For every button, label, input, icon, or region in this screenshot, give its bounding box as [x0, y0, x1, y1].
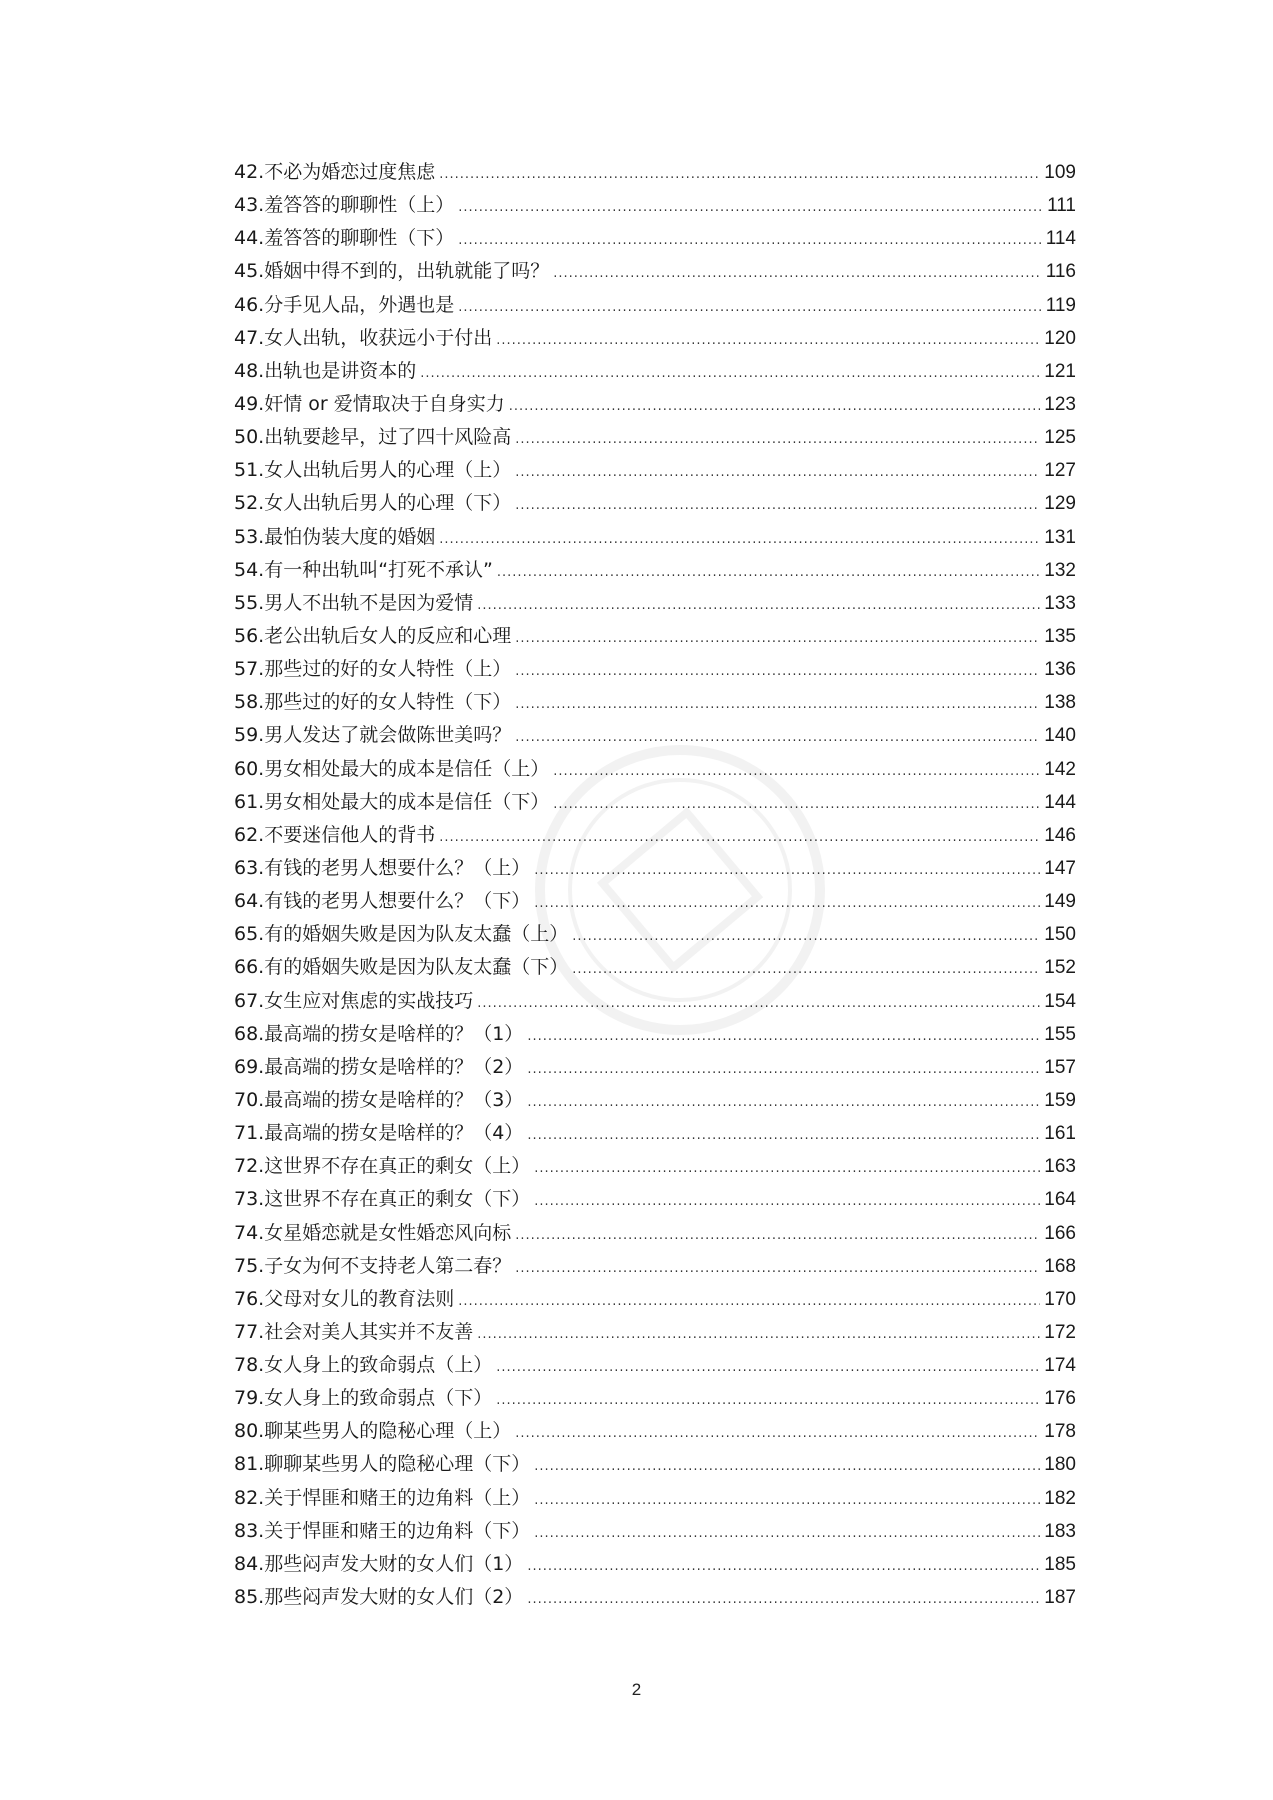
toc-dot-leader [477, 1318, 1040, 1351]
toc-dot-leader [534, 1450, 1040, 1483]
toc-entry[interactable] [234, 1250, 1076, 1283]
toc-entry-page: 168 [1044, 1255, 1076, 1277]
toc-entry-title: 61.男女相处最大的成本是信任（下） [234, 790, 550, 813]
toc-entry-page: 150 [1044, 924, 1076, 946]
toc-entry-title: 54.有一种出轨叫“打死不承认” [234, 558, 493, 581]
toc-entry-page: 131 [1044, 526, 1076, 548]
toc-entry-page: 125 [1044, 427, 1076, 449]
toc-entry[interactable] [234, 487, 1076, 520]
toc-dot-leader [458, 224, 1041, 257]
toc-entry[interactable] [234, 719, 1076, 752]
toc-entry[interactable] [234, 421, 1076, 454]
toc-dot-leader [527, 1020, 1040, 1053]
toc-entry-title: 81.聊聊某些男人的隐秘心理（下） [234, 1453, 531, 1476]
toc-dot-leader [458, 291, 1041, 324]
toc-dot-leader [515, 456, 1040, 489]
toc-entry-page: 109 [1044, 162, 1076, 183]
toc-entry[interactable] [234, 819, 1076, 852]
toc-dot-leader [534, 887, 1040, 920]
toc-entry-title: 65.有的婚姻失败是因为队友太蠢（上） [234, 923, 569, 946]
toc-dot-leader [439, 523, 1040, 556]
toc-entry-title: 60.男女相处最大的成本是信任（上） [234, 757, 550, 780]
toc-entry[interactable] [234, 355, 1076, 388]
toc-dot-leader [515, 1417, 1040, 1450]
toc-entry[interactable] [234, 521, 1076, 554]
toc-entry-title: 84.那些闷声发大财的女人们（1） [234, 1552, 524, 1575]
toc-entry[interactable] [234, 918, 1076, 951]
toc-entry[interactable] [234, 1548, 1076, 1581]
toc-entry[interactable] [234, 1018, 1076, 1051]
toc-entry[interactable] [234, 289, 1076, 322]
toc-entry-page: 144 [1044, 791, 1076, 813]
toc-dot-leader [509, 390, 1041, 423]
toc-entry-page: 159 [1044, 1089, 1076, 1111]
toc-dot-leader [477, 589, 1040, 622]
toc-entry-page: 183 [1044, 1520, 1076, 1542]
toc-entry-title: 58.那些过的好的女人特性（下） [234, 691, 512, 714]
toc-entry-page: 164 [1044, 1189, 1076, 1211]
toc-entry-page: 182 [1044, 1487, 1076, 1509]
table-of-contents [234, 156, 1076, 1614]
toc-entry-title: 74.女星婚恋就是女性婚恋风向标 [234, 1221, 512, 1244]
toc-entry-title: 80.聊某些男人的隐秘心理（上） [234, 1420, 512, 1443]
toc-dot-leader [572, 953, 1040, 986]
toc-entry-title: 51.女人出轨后男人的心理（上） [234, 459, 512, 482]
toc-entry[interactable] [234, 1283, 1076, 1316]
toc-dot-leader [439, 821, 1040, 854]
toc-entry-title: 71.最高端的捞女是啥样的？（4） [234, 1122, 524, 1145]
toc-entry-title: 82.关于悍匪和赌王的边角料（上） [234, 1486, 531, 1509]
toc-dot-leader [515, 655, 1040, 688]
toc-dot-leader [497, 556, 1040, 589]
toc-entry[interactable] [234, 322, 1076, 355]
toc-entry-page: 120 [1044, 327, 1076, 349]
toc-dot-leader [553, 257, 1041, 290]
toc-entry[interactable] [234, 388, 1076, 421]
toc-entry-title: 47.女人出轨，收获远小于付出 [234, 326, 493, 349]
toc-entry-page: 154 [1044, 990, 1076, 1012]
toc-dot-leader [515, 622, 1040, 655]
toc-entry-page: 170 [1044, 1288, 1076, 1310]
toc-entry-title: 79.女人身上的致命弱点（下） [234, 1387, 493, 1410]
toc-entry-title: 50.出轨要趁早，过了四十风险高 [234, 426, 512, 449]
toc-entry-title: 69.最高端的捞女是啥样的？（2） [234, 1055, 524, 1078]
toc-entry-page: 111 [1047, 195, 1076, 217]
toc-entry-title: 46.分手见人品，外遇也是 [234, 293, 455, 316]
toc-entry-page: 138 [1044, 692, 1076, 714]
toc-dot-leader [534, 1484, 1040, 1517]
toc-entry-title: 75.子女为何不支持老人第二春？ [234, 1254, 512, 1277]
toc-entry[interactable] [234, 852, 1076, 885]
toc-entry[interactable] [234, 686, 1076, 719]
toc-entry-page: 133 [1044, 592, 1076, 614]
toc-entry-title: 56.老公出轨后女人的反应和心理 [234, 624, 512, 647]
toc-entry[interactable] [234, 1448, 1076, 1481]
toc-entry[interactable] [234, 1183, 1076, 1216]
toc-entry-page: 146 [1044, 824, 1076, 846]
toc-dot-leader [515, 1252, 1040, 1285]
toc-entry-page: 116 [1045, 261, 1076, 283]
toc-dot-leader [496, 324, 1040, 357]
toc-entry[interactable] [234, 1084, 1076, 1117]
toc-dot-leader [534, 1152, 1040, 1185]
toc-entry[interactable] [234, 1316, 1076, 1349]
toc-entry-page: 178 [1044, 1421, 1076, 1443]
toc-entry[interactable] [234, 1581, 1076, 1614]
toc-entry-page: 161 [1044, 1123, 1076, 1145]
toc-dot-leader [515, 489, 1040, 522]
toc-entry-page: 147 [1044, 857, 1076, 879]
toc-entry-title: 49.奸情 or 爱情取决于自身实力 [234, 392, 505, 415]
toc-entry-title: 43.羞答答的聊聊性（上） [234, 194, 455, 217]
toc-entry-page: 149 [1044, 891, 1076, 913]
toc-entry-title: 64.有钱的老男人想要什么？（下） [234, 890, 531, 913]
toc-entry-page: 180 [1044, 1454, 1076, 1476]
toc-entry-title: 59.男人发达了就会做陈世美吗？ [234, 724, 512, 747]
toc-entry[interactable] [234, 255, 1076, 288]
toc-entry-title: 45.婚姻中得不到的，出轨就能了吗？ [234, 260, 550, 283]
toc-dot-leader [515, 688, 1040, 721]
toc-entry-page: 140 [1044, 725, 1076, 747]
toc-entry-title: 77.社会对美人其实并不友善 [234, 1320, 474, 1343]
toc-dot-leader [553, 755, 1040, 788]
toc-entry-title: 53.最怕伪装大度的婚姻 [234, 525, 436, 548]
toc-dot-leader [420, 357, 1040, 390]
toc-entry-title: 68.最高端的捞女是啥样的？（1） [234, 1022, 524, 1045]
toc-entry-title: 44.羞答答的聊聊性（下） [234, 227, 455, 250]
toc-dot-leader [527, 1053, 1040, 1086]
toc-entry[interactable] [234, 156, 1076, 189]
toc-dot-leader [458, 1285, 1040, 1318]
toc-entry[interactable] [234, 1150, 1076, 1183]
toc-entry-page: 114 [1045, 228, 1076, 250]
toc-entry-title: 52.女人出轨后男人的心理（下） [234, 492, 512, 515]
toc-entry-page: 121 [1044, 360, 1076, 382]
toc-entry-title: 83.关于悍匪和赌王的边角料（下） [234, 1519, 531, 1542]
toc-entry-title: 67.女生应对焦虑的实战技巧 [234, 989, 474, 1012]
toc-dot-leader [515, 423, 1040, 456]
toc-dot-leader [439, 158, 1040, 191]
toc-entry[interactable] [234, 753, 1076, 786]
toc-entry[interactable] [234, 1415, 1076, 1448]
toc-entry[interactable] [234, 951, 1076, 984]
toc-entry[interactable] [234, 1117, 1076, 1150]
toc-entry-page: 163 [1044, 1156, 1076, 1178]
toc-dot-leader [458, 191, 1043, 224]
toc-entry[interactable] [234, 985, 1076, 1018]
toc-entry-title: 48.出轨也是讲资本的 [234, 359, 417, 382]
toc-entry-page: 129 [1044, 493, 1076, 515]
toc-entry-page: 152 [1044, 957, 1076, 979]
toc-entry-title: 57.那些过的好的女人特性（上） [234, 658, 512, 681]
toc-dot-leader [572, 920, 1040, 953]
toc-entry[interactable] [234, 1051, 1076, 1084]
toc-entry[interactable] [234, 189, 1076, 222]
toc-entry-title: 70.最高端的捞女是啥样的？（3） [234, 1088, 524, 1111]
toc-entry-page: 132 [1044, 559, 1076, 581]
toc-dot-leader [527, 1550, 1040, 1583]
toc-entry[interactable] [234, 554, 1076, 587]
toc-entry-page: 172 [1044, 1321, 1076, 1343]
toc-entry-page: 187 [1044, 1587, 1076, 1609]
toc-entry[interactable] [234, 653, 1076, 686]
toc-entry-title: 63.有钱的老男人想要什么？（上） [234, 856, 531, 879]
toc-entry-page: 123 [1044, 393, 1076, 415]
toc-entry-title: 85.那些闷声发大财的女人们（2） [234, 1586, 524, 1609]
toc-entry-page: 135 [1044, 625, 1076, 647]
toc-dot-leader [534, 854, 1040, 887]
toc-dot-leader [527, 1583, 1040, 1616]
toc-entry-title: 76.父母对女儿的教育法则 [234, 1287, 455, 1310]
toc-entry-title: 55.男人不出轨不是因为爱情 [234, 591, 474, 614]
toc-dot-leader [534, 1517, 1040, 1550]
toc-entry-title: 62.不要迷信他人的背书 [234, 823, 436, 846]
toc-entry-page: 174 [1044, 1355, 1076, 1377]
toc-dot-leader [534, 1185, 1040, 1218]
toc-entry[interactable] [234, 786, 1076, 819]
toc-entry-title: 72.这世界不存在真正的剩女（上） [234, 1155, 531, 1178]
page-number: 2 [631, 1680, 642, 1699]
toc-entry-title: 73.这世界不存在真正的剩女（下） [234, 1188, 531, 1211]
toc-entry-page: 136 [1044, 659, 1076, 681]
toc-entry[interactable] [234, 1349, 1076, 1382]
toc-dot-leader [515, 721, 1040, 754]
toc-dot-leader [527, 1086, 1040, 1119]
toc-entry[interactable] [234, 222, 1076, 255]
toc-entry[interactable] [234, 1482, 1076, 1515]
toc-entry[interactable] [234, 587, 1076, 620]
toc-entry-page: 155 [1044, 1023, 1076, 1045]
toc-entry-page: 142 [1044, 758, 1076, 780]
toc-entry-page: 157 [1044, 1056, 1076, 1078]
toc-dot-leader [477, 987, 1040, 1020]
toc-entry-title: 66.有的婚姻失败是因为队友太蠢（下） [234, 956, 569, 979]
toc-dot-leader [496, 1351, 1040, 1384]
toc-dot-leader [553, 788, 1040, 821]
toc-dot-leader [496, 1384, 1040, 1417]
toc-entry-page: 166 [1044, 1222, 1076, 1244]
toc-entry-page: 127 [1044, 460, 1076, 482]
toc-entry[interactable] [234, 1217, 1076, 1250]
toc-entry-page: 119 [1045, 294, 1076, 316]
toc-dot-leader [527, 1119, 1040, 1152]
toc-entry[interactable] [234, 885, 1076, 918]
toc-entry[interactable] [234, 1515, 1076, 1548]
toc-entry[interactable] [234, 1382, 1076, 1415]
toc-entry-title: 42.不必为婚恋过度焦虑 [234, 161, 436, 183]
toc-entry-title: 78.女人身上的致命弱点（上） [234, 1354, 493, 1377]
toc-entry[interactable] [234, 454, 1076, 487]
toc-entry[interactable] [234, 620, 1076, 653]
toc-dot-leader [515, 1219, 1040, 1252]
toc-entry-page: 185 [1044, 1553, 1076, 1575]
toc-entry-page: 176 [1044, 1388, 1076, 1410]
